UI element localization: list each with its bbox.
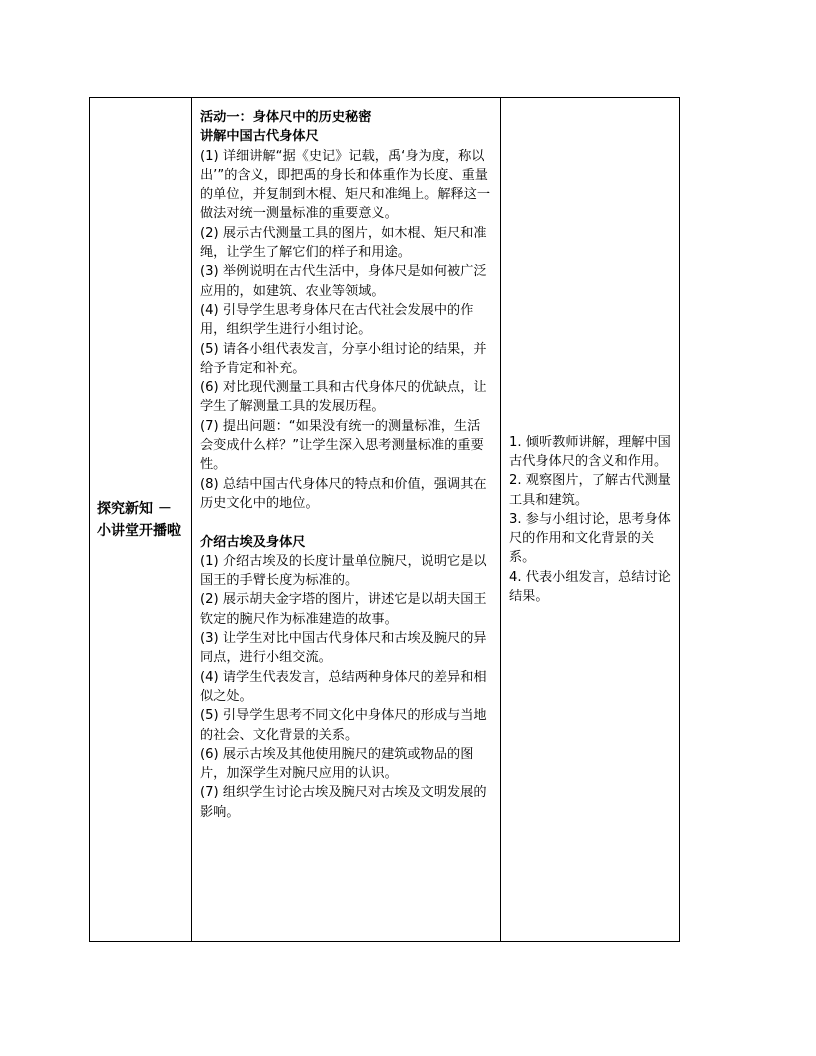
student-step-2: 2. 观察图片，了解古代测量工具和建筑。 <box>509 473 671 508</box>
lesson-plan-table <box>89 97 680 942</box>
egypt-step-7: (7) 组织学生讨论古埃及腕尺对古埃及文明发展的影响。 <box>200 785 487 820</box>
china-step-8: (8) 总结中国古代身体尺的特点和价值，强调其在历史文化中的地位。 <box>200 476 487 511</box>
stage-label: 探究新知 － 小讲堂开播啦 <box>97 500 181 539</box>
china-step-1: (1) 详细讲解“据《史记》记载，禹‘身为度，称以出’”的含义，即把禹的身长和体重作为长度、重量的单位，并复制到木棍、矩尺和准绳上。解释这一做法对统一测量标准的重要意义。 <box>200 148 491 222</box>
egypt-step-5: (5) 引导学生思考不同文化中身体尺的形成与当地的社会、文化背景的关系。 <box>200 708 487 743</box>
china-step-6: (6) 对比现代测量工具和古代身体尺的优缺点，让学生了解测量工具的发展历程。 <box>200 380 487 415</box>
section-spacer <box>200 513 492 532</box>
student-activity-cell <box>501 98 680 942</box>
activity-title: 活动一：身体尺中的历史秘密 <box>200 110 372 125</box>
student-step-4: 4. 代表小组发言，总结讨论结果。 <box>509 569 671 605</box>
egypt-step-1: (1) 介绍古埃及的长度计量单位腕尺，说明它是以国王的手臂长度为标准的。 <box>200 553 487 589</box>
egypt-step-4: (4) 请学生代表发言，总结两种身体尺的差异和相似之处。 <box>200 669 487 704</box>
egypt-step-3: (3) 让学生对比中国古代身体尺和古埃及腕尺的异同点，进行小组交流。 <box>200 631 487 666</box>
student-step-3: 3. 参与小组讨论，思考身体尺的作用和文化背景的关系。 <box>509 511 671 566</box>
teacher-activity-cell <box>192 98 501 942</box>
section-title-egypt: 介绍古埃及身体尺 <box>200 534 306 550</box>
table-row <box>90 98 680 942</box>
china-step-2: (2) 展示古代测量工具的图片，如木棍、矩尺和准绳，让学生了解它们的样子和用途。 <box>200 225 487 261</box>
egypt-step-2: (2) 展示胡夫金字塔的图片，讲述它是以胡夫国王钦定的腕尺作为标准建造的故事。 <box>200 592 487 627</box>
stage-cell <box>90 98 192 942</box>
china-step-4: (4) 引导学生思考身体尺在古代社会发展中的作用，组织学生进行小组讨论。 <box>200 302 474 338</box>
student-step-1: 1. 倾听教师讲解，理解中国古代身体尺的含义和作用。 <box>509 434 671 469</box>
china-step-5: (5) 请各小组代表发言，分享小组讨论的结果，并给予肯定和补充。 <box>200 341 487 376</box>
egypt-step-6: (6) 展示古埃及其他使用腕尺的建筑或物品的图片，加深学生对腕尺应用的认识。 <box>200 746 474 782</box>
section-title-china: 讲解中国古代身体尺 <box>200 129 319 145</box>
china-step-3: (3) 举例说明在古代生活中，身体尺是如何被广泛应用的，如建筑、农业等领域。 <box>200 264 487 299</box>
china-step-7: (7) 提出问题：“如果没有统一的测量标准，生活会变成什么样？”让学生深入思考测量标准的重要性。 <box>200 418 484 473</box>
